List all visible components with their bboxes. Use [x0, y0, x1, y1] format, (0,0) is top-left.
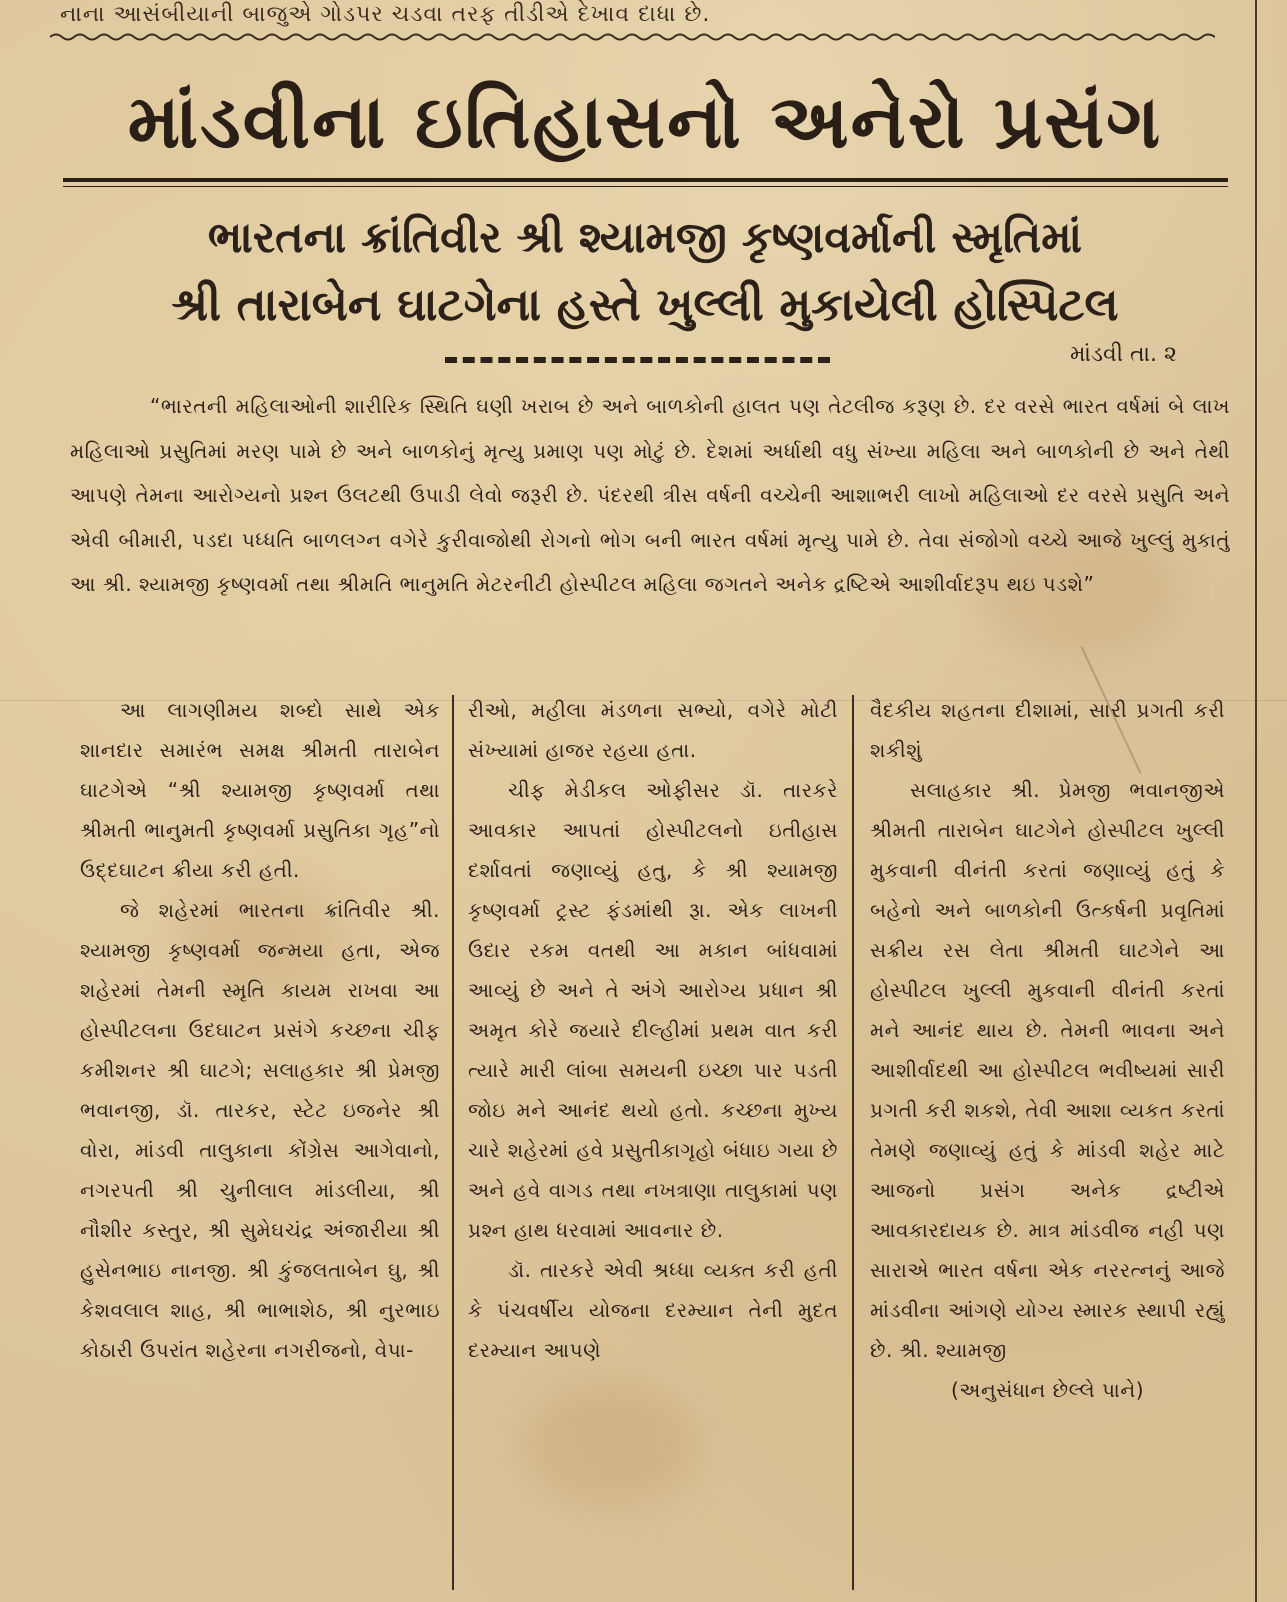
paper-stain — [520, 1380, 700, 1510]
paper-fold — [0, 700, 1287, 701]
paragraph: વૈદકીય શહતના દીશામાં, સારી પ્રગતી કરી શકીશું — [870, 698, 1225, 762]
top-caption-line: નાના આસંબીયાની બાજુએ ગોડપર ચડવા તરફ તીડીએ દેખાવ દાધા છે. — [60, 2, 711, 27]
article-column-3 — [870, 690, 1225, 1410]
wavy-divider — [50, 32, 1215, 42]
paragraph: ચીફ મેડીકલ ઓફીસર ડૉ. તારકરે આવકાર આપતાં હોસ્પીટલનો ઇતીહાસ દર્શાવતાં જણાવ્યું હતુ, કે શ્રી શ્યામજી કૃષ્ણવર્મા ટ્રસ્ટ ફંડમાંથી રૂા. એક લાખની ઉદાર રકમ વતથી આ મકાન બાંધવામાં આવ્યું છે અને તે અંગે આરોગ્ય પ્રધાન શ્રી અમૃત કોરે જયારે દીલ્હીમાં પ્રથમ વાત કરી ત્યારે મારી લાંબા સમયની ઇચ્છા પાર પડતી જોઇ મને આનંદ થયો હતો. કચ્છના મુખ્ય ચારે શહેરમાં હવે પ્રસુતીકાગૃહો બંધાઇ ગયા છે અને હવે વાગડ તથા નખત્રાણા તાલુકામાં પણ પ્રશ્ન હાથ ધરવામાં આવનાર છે. — [468, 778, 838, 1242]
clipping-edge-rule — [1255, 0, 1257, 1602]
paragraph: રીઓ, મહીલા મંડળના સભ્યો, વગેરે મોટી સંખ્યામાં હાજર રહયા હતા. — [468, 698, 838, 762]
headline-underline-thin — [63, 186, 1228, 187]
headline-underline-thick — [63, 178, 1228, 182]
paragraph: ડૉ. તારકરે એવી શ્રધ્ધા વ્યક્ત કરી હતી કે પંચવર્ષીય યોજના દરમ્યાન તેની મુદત દરમ્યાન આપણે — [468, 1258, 838, 1362]
subheadline-2: શ્રી તારાબેન ઘાટગેના હસ્તે ખુલ્લી મુકાયેલી હોસ્પિટલ — [171, 278, 1119, 331]
paragraph: સલાહકાર શ્રી. પ્રેમજી ભવાનજીએ શ્રીમતી તારાબેન ઘાટગેને હોસ્પીટલ ખુલ્લી મુકવાની વીનંતી કરતાં જણાવ્યું હતું કે બહેનો અને બાળકોની ઉત્કર્ષની પ્રવૃતિમાં સક્રીય રસ લેતા શ્રીમતી ઘાટગેને આ હોસ્પીટલ ખુલ્લી મુકવાની વીનંતી કરતાં મને આનંદ થાય છે. તેમની ભાવના અને આશીર્વાદથી આ હોસ્પીટલ ભવીષ્યમાં સારી પ્રગતી કરી શકશે, તેવી આશા વ્યકત કરતાં તેમણે જણાવ્યું હતું કે માંડવી શહેર માટે આજનો પ્રસંગ અનેક દ્રષ્ટીએ આવકારદાયક છે. માત્ર માંડવીજ નહી પણ સારાએ ભારત વર્ષના એક નરરત્નનું આજે માંડવીના આંગણે યોગ્ય સ્મારક સ્થાપી રહ્યું છે. શ્રી. શ્યામજી — [870, 778, 1225, 1362]
subheadline-1: ભારતના ક્રાંતિવીર શ્રી શ્યામજી કૃષ્ણવર્માની સ્મૃતિમાં — [207, 213, 1083, 263]
headline: માંડવીના ઇતિહાસનો અનેરો પ્રસંગ — [127, 79, 1163, 165]
continued-note: (અનુસંધાન છેલ્લે પાને) — [950, 1378, 1145, 1402]
lead-quote: “ભારતની મહિલાઓની શારીરિક સ્થિતિ ઘણી ખરાબ છે અને બાળકોની હાલત પણ તેટલીજ કરૂણ છે. દર વરસે ભારત વર્ષમાં બે લાખ મહિલાઓ પ્રસુતિમાં મરણ પામે છે અને બાળકોનું મૃત્યુ પ્રમાણ પણ મોટું છે. દેશમાં અર્ધાથી વધુ સંખ્યા મહિલા અને બાળકોની છે અને તેથી આપણે તેમના આરોગ્યનો પ્રશ્ન ઉલટથી ઉપાડી લેવો જરૂરી છે. પંદરથી ત્રીસ વર્ષની વચ્ચેની આશાભરી લાખો મહિલાઓ દર વરસે પ્રસુતિ અને એવી બીમારી, પડદા પધ્ધતિ બાળલગ્ન વગેરે કુરીવાજોથી રોગનો ભોગ બની ભારત વર્ષમાં મૃત્યુ પામે છે. તેવા સંજોગો વચ્ચે આજે ખુલ્લું મુકાતું આ શ્રી. શ્યામજી કૃષ્ણવર્મા તથા શ્રીમતિ ભાનુમતિ મેટરનીટી હોસ્પીટલ મહિલા જગતને અનેક દ્રષ્ટિએ આશીર્વાદરૂપ થઇ પડશે” — [70, 394, 1230, 596]
article-column-1 — [80, 690, 440, 1370]
dateline: માંડવી તા. ૨ — [1070, 342, 1177, 367]
article-column-2 — [468, 690, 838, 1370]
paragraph: જે શહેરમાં ભારતના ક્રાંતિવીર શ્રી. શ્યામજી કૃષ્ણવર્મા જન્મયા હતા, એજ શહેરમાં તેમની સ્મૃતિ કાયમ રાખવા આ હોસ્પીટલના ઉદઘાટન પ્રસંગે કચ્છના ચીફ કમીશનર શ્રી ઘાટગે; સલાહકાર શ્રી પ્રેમજી ભવાનજી, ડૉ. તારકર, સ્ટેટ ઇજનેર શ્રી વોરા, માંડવી તાલુકાના કોંગ્રેસ આગેવાનો, નગરપતી શ્રી ચુનીલાલ માંડલીયા, શ્રી નૌશીર કસ્તુર, શ્રી સુમેઘચંદ્ર અંજારીયા શ્રી હુસેનભાઇ નાનજી. શ્રી કુંજલતાબેન ઘુ, શ્રી કેશવલાલ શાહ, શ્રી ભાભાશેઠ, શ્રી નુરભાઇ કોઠારી ઉપરાંત શહેરના નગરીજનો, વેપા- — [80, 898, 440, 1362]
paragraph: આ લાગણીમય શબ્દો સાથે એક શાનદાર સમારંભ સમક્ષ શ્રીમતી તારાબેન ઘાટગેએ “શ્રી શ્યામજી કૃષ્ણવર્મા તથા શ્રીમતી ભાનુમતી કૃષ્ણવર્મા પ્રસુતિકા ગૃહ”નો ઉદ્દઘાટન ક્રીયા કરી હતી. — [80, 698, 440, 882]
dashed-divider — [445, 357, 830, 369]
column-rule — [852, 695, 854, 1590]
column-rule — [452, 695, 454, 1590]
